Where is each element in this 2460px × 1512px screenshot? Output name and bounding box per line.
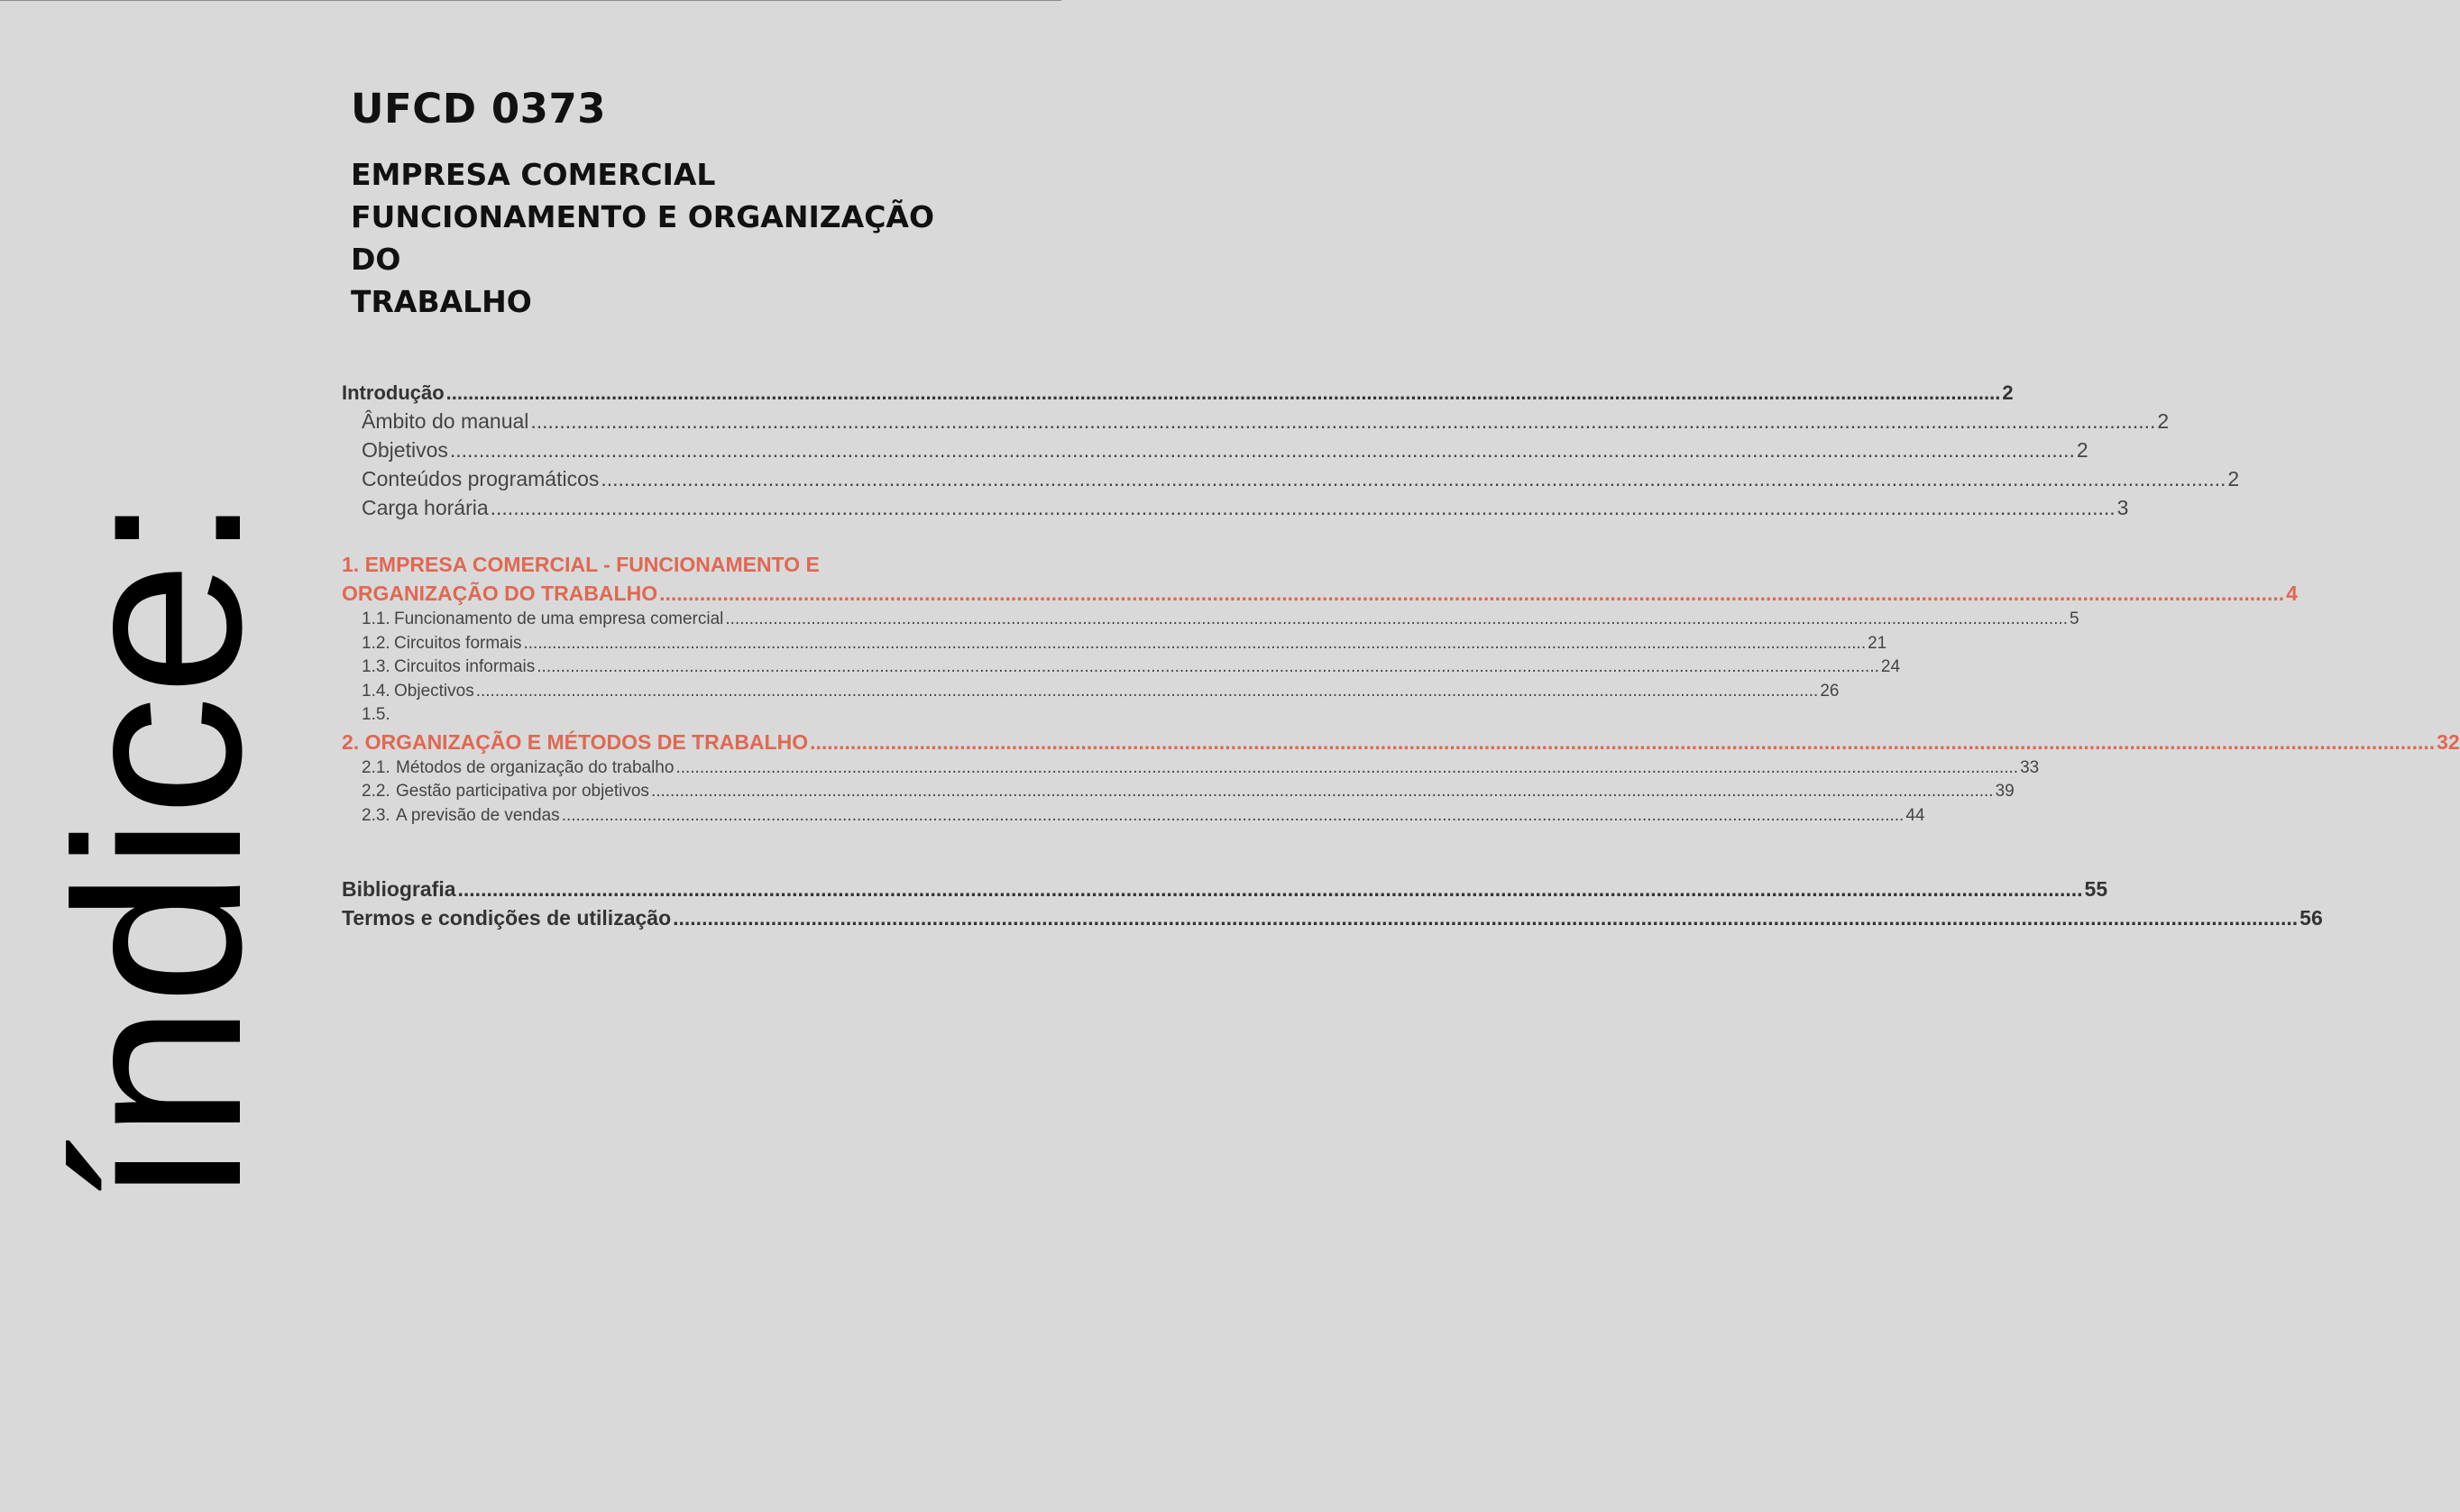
toc-label: 2. ORGANIZAÇÃO E MÉTODOS DE TRABALHO (342, 729, 809, 754)
toc-entry-introducao[interactable] (342, 379, 2014, 407)
toc-page: 44 (1905, 805, 1925, 825)
course-subtitle (351, 153, 982, 323)
toc-label: A previsão de vendas (396, 805, 560, 825)
toc-leader (659, 579, 2284, 608)
toc-number: 2.3. (362, 805, 390, 825)
toc-leader (476, 680, 1819, 704)
toc-page: 26 (1820, 681, 1840, 701)
toc-entry-1-4[interactable] (342, 680, 1840, 704)
toc-chapter-line: 1. EMPRESA COMERCIAL - FUNCIONAMENTO E (342, 553, 820, 576)
toc-entry-chapter-1[interactable] (342, 550, 2298, 608)
toc-leader (537, 655, 1879, 680)
toc-leader (446, 379, 2001, 407)
toc-label: ORGANIZAÇÃO DO TRABALHO (342, 582, 658, 605)
toc-leader (601, 464, 2226, 493)
top-rule (0, 0, 1061, 1)
toc-page: 56 (2299, 906, 2323, 930)
toc-leader (450, 435, 2075, 464)
table-of-contents (342, 379, 2460, 932)
toc-page: 2 (2076, 438, 2088, 462)
toc-entry-objetivos[interactable] (342, 435, 2088, 464)
toc-leader (562, 804, 1905, 829)
toc-entry-conteudos[interactable] (342, 464, 2240, 493)
toc-label: Introdução (342, 381, 445, 404)
toc-page: 4 (2286, 582, 2298, 605)
course-code: UFCD 0373 (351, 85, 607, 133)
toc-page: 33 (2020, 757, 2040, 777)
toc-label: Gestão participativa por objetivos (396, 782, 649, 801)
toc-page: 2 (2227, 467, 2240, 490)
toc-leader (675, 756, 2018, 781)
header (351, 83, 982, 323)
toc-leader (810, 728, 2435, 756)
toc-label: Funcionamento de uma empresa comercial (394, 609, 724, 628)
toc-page: 24 (1880, 657, 1901, 676)
toc-label: Objetivos (362, 438, 448, 462)
toc-number: 1.2. (362, 633, 390, 653)
toc-number: 1.1. (362, 609, 390, 628)
toc-label: Conteúdos programáticos (362, 467, 600, 490)
toc-leader (651, 780, 1994, 804)
toc-page: 2 (2157, 409, 2170, 433)
toc-label: Bibliografia (342, 877, 456, 901)
toc-entry-2-2[interactable] (342, 780, 2015, 804)
toc-entry-1-3[interactable] (342, 655, 1901, 680)
toc-label: Carga horária (362, 496, 489, 519)
toc-entry-1-5[interactable] (342, 703, 955, 728)
toc-leader (673, 903, 2298, 932)
toc-number: 1.4. (362, 681, 390, 701)
toc-page: 55 (2084, 877, 2108, 901)
toc-page: 5 (2070, 609, 2079, 628)
toc-leader (725, 608, 2068, 632)
toc-label: Circuitos formais (394, 633, 522, 653)
toc-entry-chapter-2[interactable] (342, 728, 2460, 756)
toc-leader (523, 632, 1866, 656)
toc-label: Circuitos informais (394, 657, 536, 676)
toc-number: 2.1. (362, 757, 390, 777)
vertical-title-text: índice: (26, 510, 290, 1206)
toc-page: 21 (1868, 633, 1887, 653)
toc-label: Métodos de organização do trabalho (396, 757, 675, 777)
toc-spacer (342, 522, 955, 550)
toc-leader (530, 407, 2155, 435)
toc-number: 1.5. (362, 705, 390, 724)
toc-page: 3 (2116, 496, 2129, 519)
toc-entry-termos[interactable] (342, 903, 2323, 932)
subtitle-line: EMPRESA COMERCIAL (351, 157, 716, 192)
toc-entry-carga-horaria[interactable] (342, 493, 2129, 522)
toc-leader (491, 493, 2116, 522)
toc-page: 2 (2002, 381, 2014, 404)
toc-label: Âmbito do manual (362, 409, 529, 433)
toc-page: 32 (2437, 729, 2460, 754)
toc-label: Termos e condições de utilização (342, 906, 672, 930)
toc-entry-2-3[interactable] (342, 804, 1925, 829)
toc-number: 1.3. (362, 657, 390, 676)
vertical-title (26, 494, 290, 1206)
toc-number: 2.2. (362, 782, 390, 801)
toc-entry-1-1[interactable] (342, 608, 2079, 632)
toc-entry-1-2[interactable] (342, 632, 1887, 656)
toc-chapter-line (342, 579, 2298, 608)
toc-spacer (342, 828, 955, 875)
toc-entry-2-1[interactable] (342, 756, 2040, 781)
toc-leader (458, 875, 2083, 903)
subtitle-line: FUNCIONAMENTO E ORGANIZAÇÃO DO (351, 199, 935, 277)
subtitle-line: TRABALHO (351, 284, 532, 319)
toc-entry-ambito[interactable] (342, 407, 2170, 435)
toc-label: Objectivos (394, 681, 474, 701)
toc-page: 39 (1995, 782, 2015, 801)
toc-entry-bibliografia[interactable] (342, 875, 2108, 903)
